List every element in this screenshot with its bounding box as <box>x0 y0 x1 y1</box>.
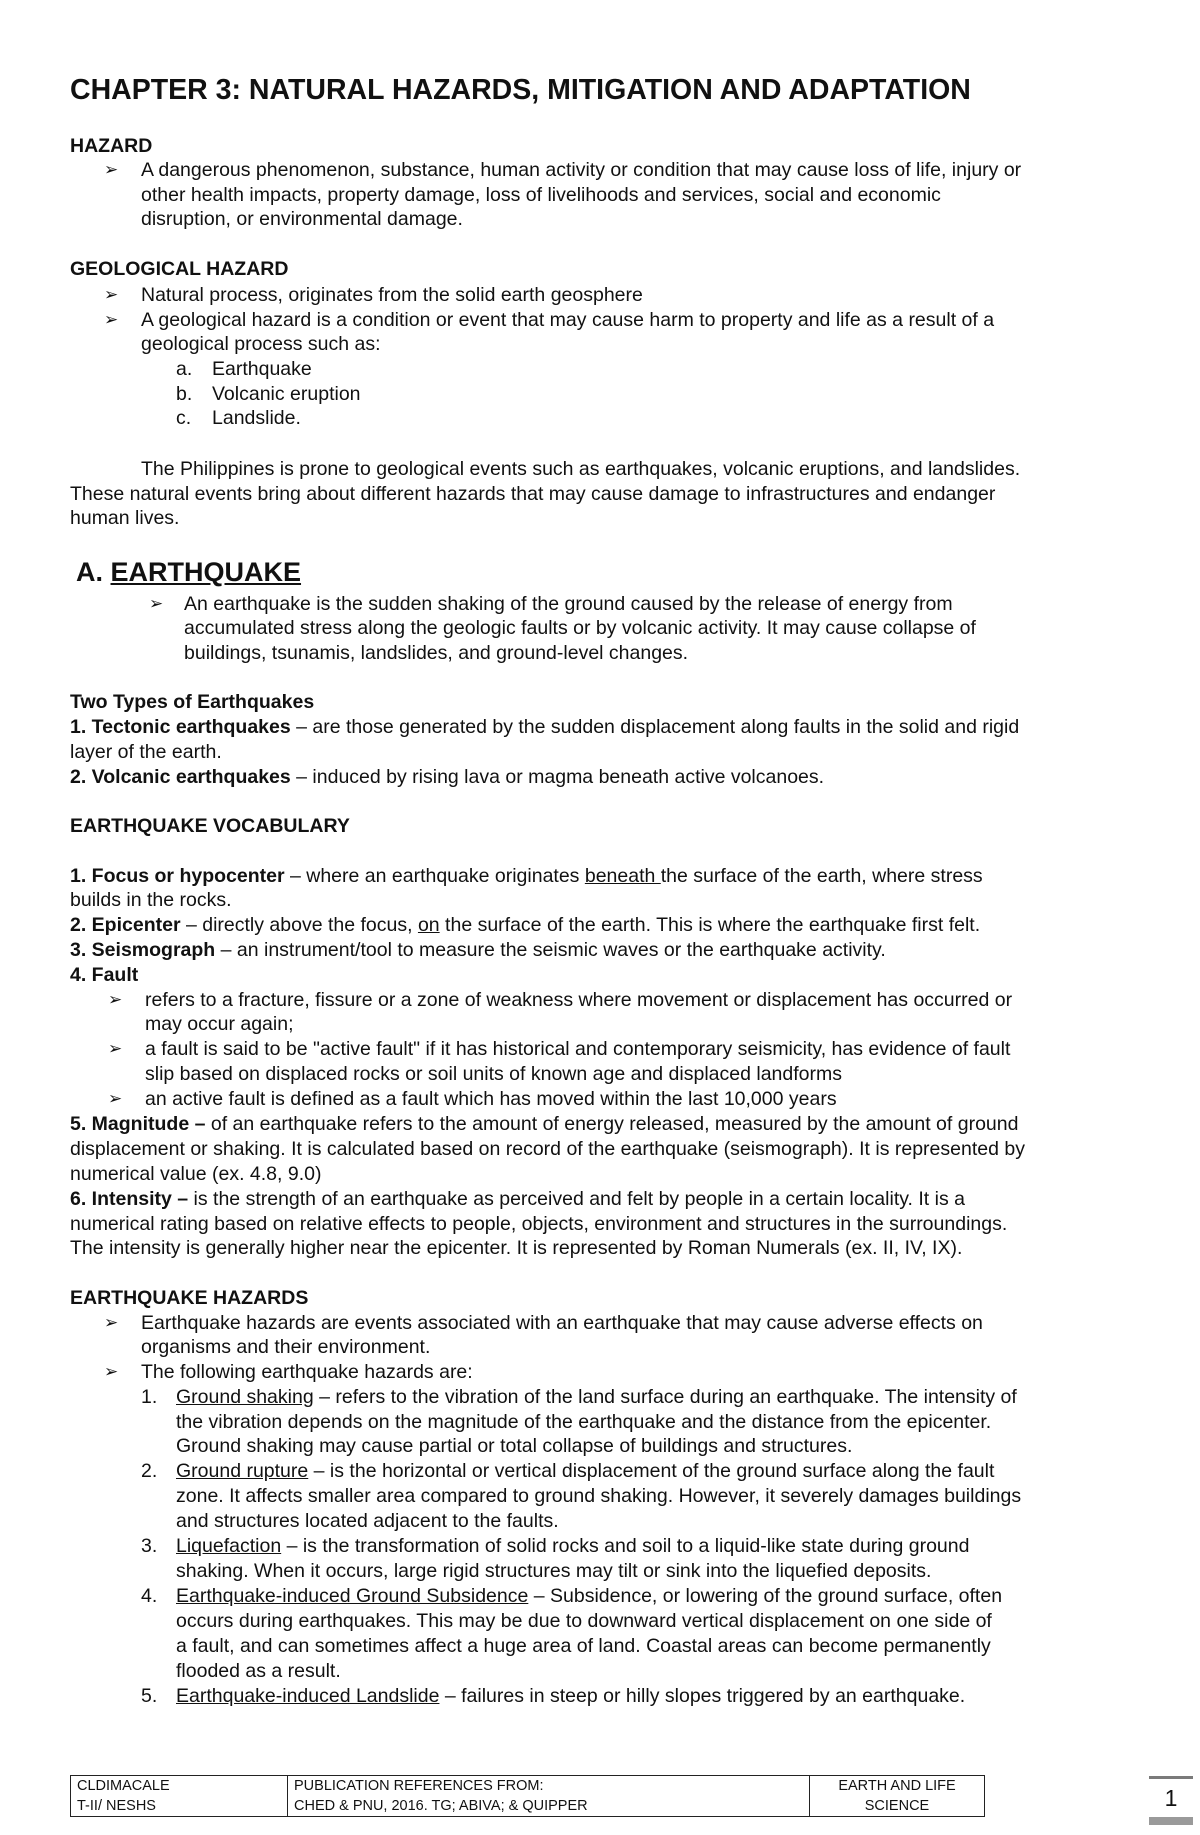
hazard-item: flooded as a result. <box>176 1660 341 1682</box>
type-text: – are those generated by the sudden displacement along faults in the solid and rigid <box>290 716 1020 738</box>
hazard-item: the vibration depends on the magnitude of the earthquake and the distance from the epicenter. <box>176 1411 992 1433</box>
type-term: 2. Volcanic earthquakes <box>70 766 291 788</box>
hazard-definition: disruption, or environmental damage. <box>141 208 463 230</box>
hazard-item <box>176 1385 1017 1409</box>
vocab-item: displacement or shaking. It is calculated based on record of the earthquake (seismograph). It is represented by <box>70 1138 1025 1160</box>
hazard-item: shaking. When it occurs, large rigid structures may tilt or sink into the liquefied deposits. <box>176 1560 932 1582</box>
hazard-item <box>176 1684 965 1708</box>
footer-table <box>70 1775 985 1817</box>
paragraph-line: The Philippines is prone to geological events such as earthquakes, volcanic eruptions, and landslides. <box>141 458 1021 480</box>
footer-subject-cell <box>810 1776 985 1817</box>
vocab-term: 1. Focus or hypocenter <box>70 865 285 887</box>
hazard-item: occurs during earthquakes. This may be due to downward vertical displacement on one side of <box>176 1610 992 1632</box>
vocab-item: builds in the rocks. <box>70 889 232 911</box>
earthquake-definition: An earthquake is the sudden shaking of the ground caused by the release of energy from <box>184 593 953 615</box>
section-heading-earthquake <box>76 556 301 588</box>
section-letter: A. <box>76 557 103 587</box>
bullet-text: The following earthquake hazards are: <box>141 1361 473 1383</box>
page-number-bar <box>1149 1817 1193 1825</box>
footer-subject: SCIENCE <box>864 1798 930 1814</box>
list-marker: a. <box>176 358 193 380</box>
types-heading: Two Types of Earthquakes <box>70 691 315 713</box>
footer-subject: EARTH AND LIFE <box>838 1778 956 1794</box>
hazard-definition: other health impacts, property damage, loss of livelihoods and services, social and economic <box>141 184 941 206</box>
hazard-term: Earthquake-induced Landslide <box>176 1685 440 1707</box>
type-item <box>70 765 824 789</box>
earthquake-definition: accumulated stress along the geologic faults or by volcanic activity. It may cause collapse of <box>184 617 976 639</box>
hazard-text: – is the horizontal or vertical displacement of the ground surface along the fault <box>308 1460 995 1482</box>
type-item: layer of the earth. <box>70 741 222 763</box>
bullet-arrow-icon: ➢ <box>108 1089 123 1108</box>
vocab-item <box>70 938 886 962</box>
vocab-text: – directly above the focus, <box>180 914 418 936</box>
list-item: Landslide. <box>212 407 301 429</box>
hazard-item <box>176 1534 969 1558</box>
bullet-arrow-icon: ➢ <box>108 1039 123 1058</box>
list-item: Volcanic eruption <box>212 383 361 405</box>
vocab-item <box>70 864 983 888</box>
vocab-term: 3. Seismograph <box>70 939 216 961</box>
chapter-title: CHAPTER 3: NATURAL HAZARDS, MITIGATION AND ADAPTATION <box>70 74 971 106</box>
type-item <box>70 715 1019 739</box>
footer-references-cell <box>288 1776 810 1817</box>
vocab-underlined: on <box>417 914 440 936</box>
vocab-item <box>70 1187 965 1211</box>
bullet-arrow-icon: ➢ <box>104 160 119 179</box>
footer-references-label: PUBLICATION REFERENCES FROM: <box>294 1778 544 1794</box>
hazard-item: a fault, and can sometimes affect a huge area of land. Coastal areas can become permanently <box>176 1635 991 1657</box>
paragraph-line: human lives. <box>70 507 180 529</box>
hazard-heading: HAZARD <box>70 135 153 157</box>
fault-bullet: refers to a fracture, fissure or a zone of weakness where movement or displacement has occurred or <box>145 989 1013 1011</box>
hazard-text: – failures in steep or hilly slopes triggered by an earthquake. <box>439 1685 966 1707</box>
hazard-item: zone. It affects smaller area compared to ground shaking. However, it severely damages buildings <box>176 1485 1022 1507</box>
geological-hazard-heading: GEOLOGICAL HAZARD <box>70 258 289 280</box>
paragraph-line: These natural events bring about different hazards that may cause damage to infrastructures and endanger <box>70 483 996 505</box>
footer-references: CHED & PNU, 2016. TG; ABIVA; & QUIPPER <box>294 1798 588 1814</box>
list-marker: 4. <box>141 1585 158 1607</box>
hazard-term: Ground rupture <box>176 1460 309 1482</box>
hazard-item <box>176 1459 994 1483</box>
vocab-term: 6. Intensity – <box>70 1188 189 1210</box>
vocab-text: – an instrument/tool to measure the seismic waves or the earthquake activity. <box>215 939 886 961</box>
hazard-item <box>176 1584 1002 1608</box>
bullet-arrow-icon: ➢ <box>104 1362 119 1381</box>
fault-bullet: an active fault is defined as a fault which has moved within the last 10,000 years <box>145 1088 837 1110</box>
hazard-text: – refers to the vibration of the land surface during an earthquake. The intensity of <box>313 1386 1017 1408</box>
hazards-heading: EARTHQUAKE HAZARDS <box>70 1287 309 1309</box>
bullet-arrow-icon: ➢ <box>104 285 119 304</box>
bullet-text: Natural process, originates from the solid earth geosphere <box>141 284 643 306</box>
page-number: 1 <box>1164 1785 1178 1811</box>
fault-bullet: may occur again; <box>145 1013 294 1035</box>
bullet-text: organisms and their environment. <box>141 1336 431 1358</box>
footer-author: CLDIMACALE <box>77 1778 170 1794</box>
bullet-arrow-icon: ➢ <box>104 1313 119 1332</box>
vocab-term: 5. Magnitude – <box>70 1113 206 1135</box>
hazard-term: Ground shaking <box>176 1386 314 1408</box>
vocab-item <box>70 1112 1018 1136</box>
type-term: 1. Tectonic earthquakes <box>70 716 291 738</box>
hazard-term: Liquefaction <box>176 1535 282 1557</box>
vocab-item: numerical rating based on relative effects to people, objects, environment and structures in the surroundings. <box>70 1213 1008 1235</box>
bullet-text: geological process such as: <box>141 333 381 355</box>
earthquake-definition: buildings, tsunamis, landslides, and ground-level changes. <box>184 642 689 664</box>
vocab-item: numerical value (ex. 4.8, 9.0) <box>70 1163 322 1185</box>
list-marker: 2. <box>141 1460 158 1482</box>
vocab-text: the surface of the earth, where stress <box>660 865 983 887</box>
bullet-arrow-icon: ➢ <box>104 310 119 329</box>
fault-bullet: slip based on displaced rocks or soil units of known age and displaced landforms <box>145 1063 842 1085</box>
list-marker: 5. <box>141 1685 158 1707</box>
fault-bullet: a fault is said to be "active fault" if it has historical and contemporary seismicity, has evidence of fault <box>145 1038 1011 1060</box>
vocab-text: is the strength of an earthquake as perceived and felt by people in a certain locality. It is a <box>188 1188 965 1210</box>
vocab-text: – where an earthquake originates <box>284 865 585 887</box>
vocab-term: 4. Fault <box>70 964 139 986</box>
type-text: – induced by rising lava or magma beneath active volcanoes. <box>290 766 825 788</box>
vocab-item <box>70 913 980 937</box>
hazard-term: Earthquake-induced Ground Subsidence <box>176 1585 529 1607</box>
vocab-text: of an earthquake refers to the amount of energy released, measured by the amount of ground <box>205 1113 1019 1135</box>
vocab-text: the surface of the earth. This is where the earthquake first felt. <box>439 914 981 936</box>
hazard-definition: A dangerous phenomenon, substance, human activity or condition that may cause loss of life, injury or <box>141 159 1022 181</box>
bullet-arrow-icon: ➢ <box>108 990 123 1009</box>
footer-author-cell <box>71 1776 288 1817</box>
hazard-text: – Subsidence, or lowering of the ground surface, often <box>528 1585 1003 1607</box>
hazard-item: Ground shaking may cause partial or total collapse of buildings and structures. <box>176 1435 853 1457</box>
page-number-rule <box>1149 1776 1193 1779</box>
list-marker: b. <box>176 383 193 405</box>
list-item: Earthquake <box>212 358 312 380</box>
vocab-underlined: beneath <box>584 865 661 887</box>
bullet-text: Earthquake hazards are events associated with an earthquake that may cause adverse effects on <box>141 1312 983 1334</box>
hazard-text: – is the transformation of solid rocks and soil to a liquid-like state during ground <box>281 1535 970 1557</box>
vocab-item: The intensity is generally higher near the epicenter. It is represented by Roman Numerals (ex. II, IV, IX). <box>70 1237 963 1259</box>
bullet-text: A geological hazard is a condition or event that may cause harm to property and life as a result of a <box>141 309 995 331</box>
list-marker: 1. <box>141 1386 158 1408</box>
list-marker: 3. <box>141 1535 158 1557</box>
footer-school: T-II/ NESHS <box>77 1798 156 1814</box>
section-title: EARTHQUAKE <box>110 557 302 587</box>
vocab-term: 2. Epicenter <box>70 914 181 936</box>
bullet-arrow-icon: ➢ <box>149 594 164 613</box>
vocabulary-heading: EARTHQUAKE VOCABULARY <box>70 815 350 837</box>
list-marker: c. <box>176 407 192 429</box>
hazard-item: and structures located adjacent to the faults. <box>176 1510 559 1532</box>
